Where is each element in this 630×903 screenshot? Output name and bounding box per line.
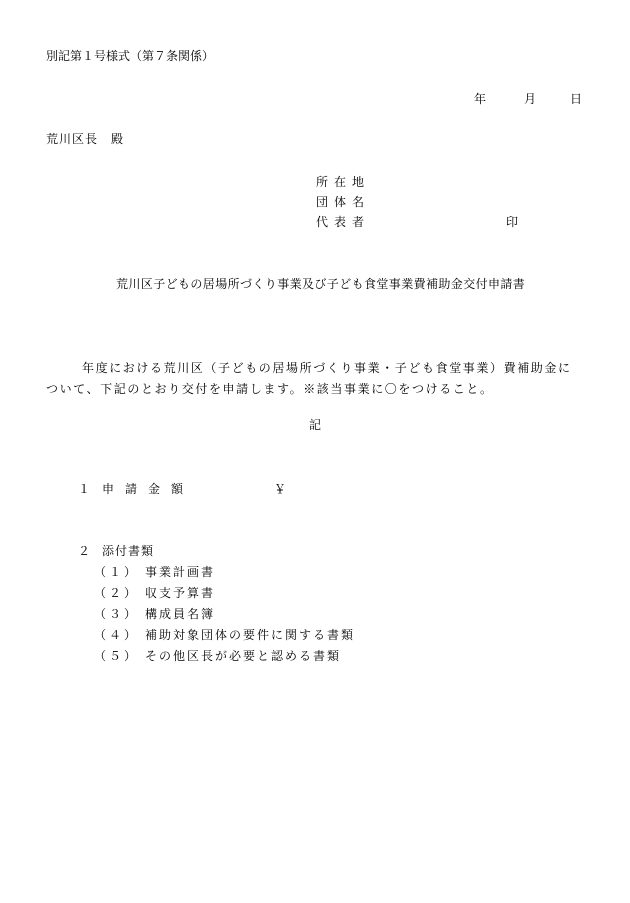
attachment-number: （２） [94, 586, 140, 600]
document-title: 荒川区子どもの居場所づくり事業及び子ども食堂事業費補助金交付申請書 [116, 277, 526, 291]
attachment-text: 事業計画書 [145, 565, 216, 579]
attachment-number: （１） [94, 565, 140, 579]
attachment-number: （４） [94, 628, 140, 642]
attachment-text: その他区長が必要と認める書類 [145, 649, 342, 663]
form-label: 別記第１号様式（第７条関係） [46, 49, 215, 63]
item2-number: ２ [78, 544, 91, 558]
attachment-text: 収支予算書 [145, 586, 216, 600]
ki-heading: 記 [309, 418, 322, 432]
date-day-label: 日 [570, 92, 583, 106]
attachment-number: （５） [94, 649, 140, 663]
attachment-text: 構成員名簿 [145, 607, 216, 621]
applicant-organization-label: 団体名 [316, 195, 371, 209]
attachment-number: （３） [94, 607, 140, 621]
item2-label: 添付書類 [102, 544, 155, 558]
body-text: 年度における荒川区（子どもの居場所づくり事業・子ども食堂事業）費補助金について、下記のとおり交付を申請します。※該当事業に〇をつけること。 [46, 361, 572, 396]
date-year-label: 年 [474, 92, 487, 106]
seal-mark: 印 [506, 215, 519, 229]
item1-label: 申請金額 [102, 482, 195, 496]
item1-currency: ￥ [274, 482, 287, 496]
applicant-representative-label: 代表者 [316, 215, 371, 229]
addressee: 荒川区長 殿 [46, 132, 125, 146]
applicant-address-label: 所在地 [316, 175, 371, 189]
item1-number: １ [78, 482, 91, 496]
attachment-text: 補助対象団体の要件に関する書類 [145, 628, 356, 642]
date-month-label: 月 [524, 92, 537, 106]
